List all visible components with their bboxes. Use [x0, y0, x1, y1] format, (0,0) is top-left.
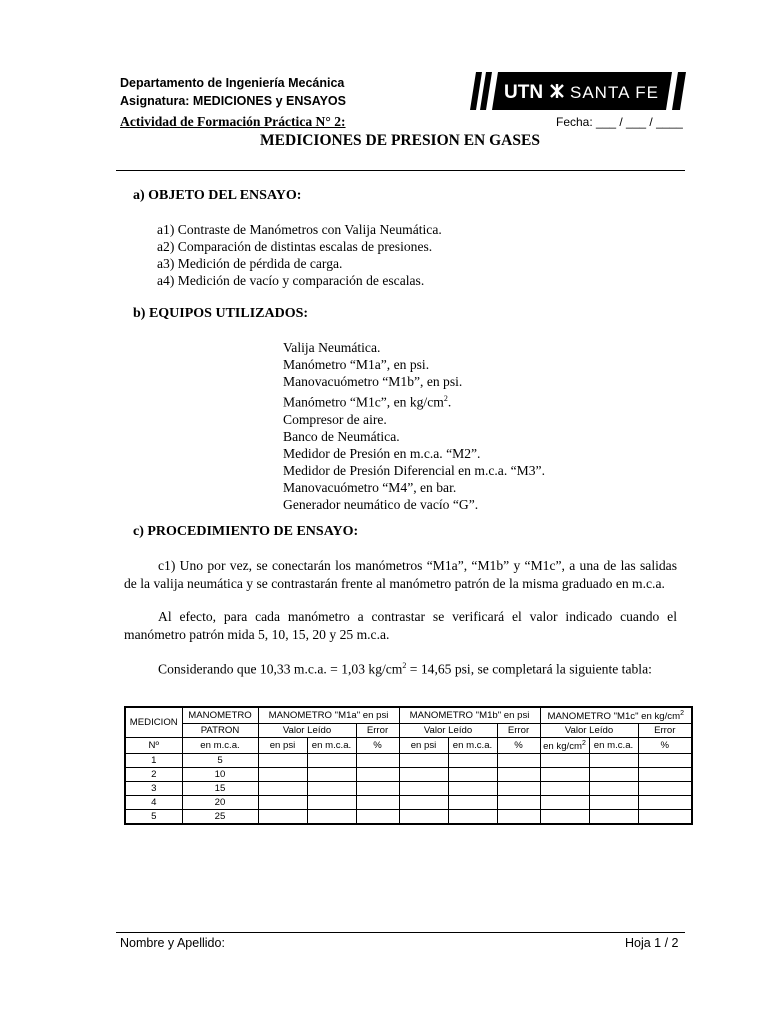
header-valor-leido-m1b: Valor Leído: [399, 724, 497, 738]
table-row: [125, 810, 692, 825]
cell-input[interactable]: [258, 782, 307, 796]
cell-input[interactable]: [638, 754, 692, 768]
header-en-mca: en m.c.a.: [307, 738, 356, 754]
logo-utn-text: UTN: [504, 82, 544, 103]
cell-input[interactable]: [540, 768, 589, 782]
header-manometro: MANOMETRO: [182, 707, 258, 724]
row-patron: 5: [182, 754, 258, 768]
cell-input[interactable]: [497, 768, 540, 782]
row-n: 4: [125, 796, 182, 810]
footer-divider: [116, 932, 685, 933]
table-row: [125, 768, 692, 782]
equipment-item: Banco de Neumática.: [283, 428, 400, 444]
equipment-item: Manómetro “M1a”, en psi.: [283, 357, 430, 372]
equipment-item: Manómetro “M1c”, en $kg/cm^2$.: [283, 394, 452, 410]
date-field[interactable]: Fecha: ___ / ___ / ____: [556, 115, 683, 129]
header-m1c: MANOMETRO "M1c" en $kg/cm^2$: [540, 707, 692, 724]
cell-input[interactable]: [258, 754, 307, 768]
table-row: [125, 782, 692, 796]
cell-input[interactable]: [540, 782, 589, 796]
section-a-list: [157, 221, 442, 289]
logo-santafe-text: SANTA FE: [570, 83, 659, 102]
cell-input[interactable]: [448, 810, 497, 825]
cell-input[interactable]: [448, 782, 497, 796]
cell-input[interactable]: [356, 810, 399, 825]
row-patron: 20: [182, 796, 258, 810]
cell-input[interactable]: [356, 754, 399, 768]
header-patron: PATRON: [182, 724, 258, 738]
cell-input[interactable]: [399, 810, 448, 825]
header-error-m1b: Error: [497, 724, 540, 738]
cell-input[interactable]: [589, 796, 638, 810]
equipment-item: Medidor de Presión Diferencial en m.c.a. “M3”.: [283, 462, 545, 478]
page-number: Hoja 1 / 2: [625, 936, 679, 950]
cell-input[interactable]: [638, 782, 692, 796]
cell-input[interactable]: [497, 754, 540, 768]
header-n: Nº: [125, 738, 182, 754]
equipment-item: Manovacuómetro “M4”, en bar.: [283, 479, 457, 495]
header-valor-leido-m1a: Valor Leído: [258, 724, 356, 738]
cell-input[interactable]: [307, 810, 356, 825]
header-en-psi: en psi: [258, 738, 307, 754]
row-patron: 25: [182, 810, 258, 825]
table-row: [125, 754, 692, 768]
header-pct: %: [356, 738, 399, 754]
row-n: 5: [125, 810, 182, 825]
section-c-heading: c) PROCEDIMIENTO DE ENSAYO:: [133, 524, 359, 539]
activity-label: Actividad de Formación Práctica N° 2:: [120, 114, 346, 129]
cell-input[interactable]: [448, 754, 497, 768]
cell-input[interactable]: [258, 768, 307, 782]
cell-input[interactable]: [589, 810, 638, 825]
header-medicion: MEDICION: [125, 707, 182, 738]
cell-input[interactable]: [589, 768, 638, 782]
header-m1a: MANOMETRO "M1a" en psi: [258, 707, 399, 724]
row-patron: 15: [182, 782, 258, 796]
equipment-item: Medidor de Presión en m.c.a. “M2”.: [283, 445, 481, 461]
cell-input[interactable]: [356, 768, 399, 782]
cell-input[interactable]: [589, 782, 638, 796]
section-a-item: a1) Contraste de Manómetros con Valija Neumática.: [157, 222, 442, 237]
cell-input[interactable]: [307, 754, 356, 768]
header-error-m1c: Error: [638, 724, 692, 738]
equipment-item: Compresor de aire.: [283, 411, 387, 427]
section-a-item: a4) Medición de vacío y comparación de escalas.: [157, 273, 425, 288]
cell-input[interactable]: [258, 796, 307, 810]
row-patron: 10: [182, 768, 258, 782]
header-en-psi: en psi: [399, 738, 448, 754]
document-title: MEDICIONES DE PRESION EN GASES: [260, 132, 540, 149]
cell-input[interactable]: [399, 754, 448, 768]
header-valor-leido-m1c: Valor Leído: [540, 724, 638, 738]
header-en-mca: en m.c.a.: [182, 738, 258, 754]
cell-input[interactable]: [258, 810, 307, 825]
procedure-paragraph-2: Al efecto, para cada manómetro a contrastar se verificará el valor indicado cuando el manómetro patrón mida 5, 10, 15, 20 y 25 m.c.a.: [124, 609, 677, 642]
procedure-paragraph-1: c1) Uno por vez, se conectarán los manómetros “M1a”, “M1b” y “M1c”, a una de las salidas de la valija neumática y se contrastarán frente al manómetro patrón de la misma graduado en m.c.a.: [124, 558, 677, 591]
cell-input[interactable]: [448, 768, 497, 782]
row-n: 2: [125, 768, 182, 782]
equipment-item: Manovacuómetro “M1b”, en psi.: [283, 374, 463, 389]
cell-input[interactable]: [448, 796, 497, 810]
equipment-list: [283, 339, 545, 513]
cell-input[interactable]: [307, 796, 356, 810]
equipment-item: Generador neumático de vacío “G”.: [283, 496, 479, 512]
cell-input[interactable]: [638, 810, 692, 825]
header-en-mca: en m.c.a.: [448, 738, 497, 754]
table-row: [125, 796, 692, 810]
cell-input[interactable]: [638, 796, 692, 810]
row-n: 3: [125, 782, 182, 796]
header-divider: [116, 170, 685, 171]
procedure-paragraph-3: Considerando que 10,33 m.c.a. = 1,03 $kg/cm^2 = 14,65$ psi, se completará la siguiente tabla:: [158, 661, 652, 677]
department-label: Departamento de Ingeniería Mecánica: [120, 76, 345, 90]
cell-input[interactable]: [540, 754, 589, 768]
cell-input[interactable]: [307, 768, 356, 782]
cell-input[interactable]: [399, 796, 448, 810]
section-b-heading: b) EQUIPOS UTILIZADOS:: [133, 306, 309, 321]
name-field-label: Nombre y Apellido:: [120, 936, 225, 950]
cell-input[interactable]: [638, 768, 692, 782]
cell-input[interactable]: [307, 782, 356, 796]
section-a-item: a3) Medición de pérdida de carga.: [157, 256, 343, 271]
header-pct: %: [638, 738, 692, 754]
cell-input[interactable]: [497, 782, 540, 796]
cell-input[interactable]: [356, 782, 399, 796]
row-n: 1: [125, 754, 182, 768]
cell-input[interactable]: [540, 796, 589, 810]
subject-label: Asignatura: MEDICIONES y ENSAYOS: [120, 94, 346, 108]
cell-input[interactable]: [399, 768, 448, 782]
section-a-item: a2) Comparación de distintas escalas de presiones.: [157, 239, 433, 254]
section-a-heading: a) OBJETO DEL ENSAYO:: [133, 188, 302, 203]
cell-input[interactable]: [540, 810, 589, 825]
cell-input[interactable]: [356, 796, 399, 810]
results-table: [124, 706, 693, 825]
cell-input[interactable]: [497, 796, 540, 810]
cell-input[interactable]: [589, 754, 638, 768]
header-en-mca: en m.c.a.: [589, 738, 638, 754]
header-pct: %: [497, 738, 540, 754]
header-m1b: MANOMETRO "M1b" en psi: [399, 707, 540, 724]
header-error-m1a: Error: [356, 724, 399, 738]
cell-input[interactable]: [497, 810, 540, 825]
utn-santa-fe-logo: [470, 72, 686, 110]
cell-input[interactable]: [399, 782, 448, 796]
header-en-kgcm: en $kg/cm^2$: [540, 738, 589, 754]
equipment-item: Valija Neumática.: [283, 340, 381, 355]
